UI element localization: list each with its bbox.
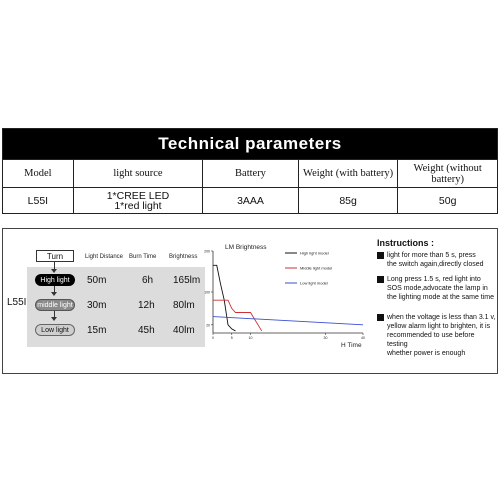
spec-title: Technical parameters: [3, 129, 497, 159]
brightness-chart: [203, 241, 371, 359]
turn-arrow-icon: [54, 262, 55, 270]
legend-label-0: High light model: [300, 250, 329, 256]
instruction-line: whether power is enough: [387, 350, 466, 357]
y-tick-label: 200: [204, 249, 210, 254]
bullet-icon: [377, 276, 384, 283]
series-line-0: [213, 265, 236, 331]
arrow-down-icon: [54, 286, 55, 293]
value-model: L55I: [27, 194, 49, 207]
mode-middle-light: middle light: [35, 299, 75, 311]
legend-label-2: Low light model: [300, 280, 328, 286]
header-weight-without: Weight (without battery): [397, 160, 497, 187]
instruction-item: [377, 251, 497, 269]
middle-time: 12h: [138, 300, 155, 311]
light-source-line-1: 1*CREE LED: [106, 189, 170, 202]
value-weight-without: 50g: [397, 188, 497, 213]
instruction-line: the lighting mode at the same time: [387, 294, 495, 301]
x-tick-label: 0: [212, 336, 214, 340]
mode-low-light: Low light: [35, 324, 75, 336]
instruction-line: recommended to use before testing: [387, 332, 475, 348]
x-tick-label: 30: [323, 336, 328, 340]
instruction-line: when the voltage is less than 3.1 v,: [387, 314, 496, 321]
details-model-label: L55I: [7, 297, 27, 308]
light-source-line-2: 1*red light: [114, 199, 162, 212]
series-line-2: [213, 317, 363, 325]
header-model: Model: [24, 168, 52, 179]
instruction-item: [377, 313, 497, 358]
x-tick-label: 5: [230, 336, 233, 340]
low-brightness: 40lm: [173, 325, 195, 336]
chart-title: LM Brightness: [225, 244, 267, 251]
series-line-1: [213, 300, 262, 331]
spec-value-row: [3, 187, 497, 213]
x-tick-label: 10: [248, 336, 253, 340]
value-battery: 3AAA: [202, 188, 298, 213]
details-panel: [2, 228, 498, 374]
instructions-title: Instructions :: [377, 238, 435, 248]
bullet-icon: [377, 252, 384, 259]
high-distance: 50m: [87, 275, 107, 286]
instruction-line: SOS mode,advocate the lamp in: [387, 285, 488, 292]
y-tick-label: 20: [206, 323, 210, 328]
header-battery: Battery: [202, 160, 298, 187]
header-weight-with: Weight (with battery): [298, 160, 398, 187]
x-axis-label: H Time: [341, 342, 362, 349]
mode-high-light: High light: [35, 274, 75, 286]
value-light-source: [73, 188, 202, 213]
value-weight-with: 85g: [298, 188, 398, 213]
col-header-burn-time: Burn Time: [129, 254, 157, 260]
instruction-item: [377, 275, 497, 302]
spec-header-row: [3, 159, 497, 187]
x-tick-label: 40: [361, 336, 365, 340]
instruction-line: yellow alarm light to brighten, it is: [387, 323, 491, 330]
turn-label: Turn: [36, 250, 74, 262]
arrow-down-icon: [54, 311, 55, 318]
col-header-brightness: Brightness: [169, 254, 198, 260]
instruction-line: light for more than 5 s, press: [387, 252, 476, 259]
middle-distance: 30m: [87, 300, 107, 311]
col-header-distance: Light Distance: [85, 254, 124, 260]
spec-table: [2, 128, 498, 214]
middle-brightness: 80lm: [173, 300, 195, 311]
header-light-source: light source: [73, 160, 202, 187]
instruction-line: the switch again,directly closed: [387, 261, 484, 268]
high-time: 6h: [142, 275, 154, 286]
high-brightness: 165lm: [173, 275, 201, 286]
y-tick-label: 100: [204, 290, 210, 295]
low-time: 45h: [138, 325, 155, 336]
bullet-icon: [377, 314, 384, 321]
instruction-line: Long press 1.5 s, red light into: [387, 276, 481, 283]
low-distance: 15m: [87, 325, 107, 336]
legend-label-1: Middle light model: [300, 265, 333, 271]
